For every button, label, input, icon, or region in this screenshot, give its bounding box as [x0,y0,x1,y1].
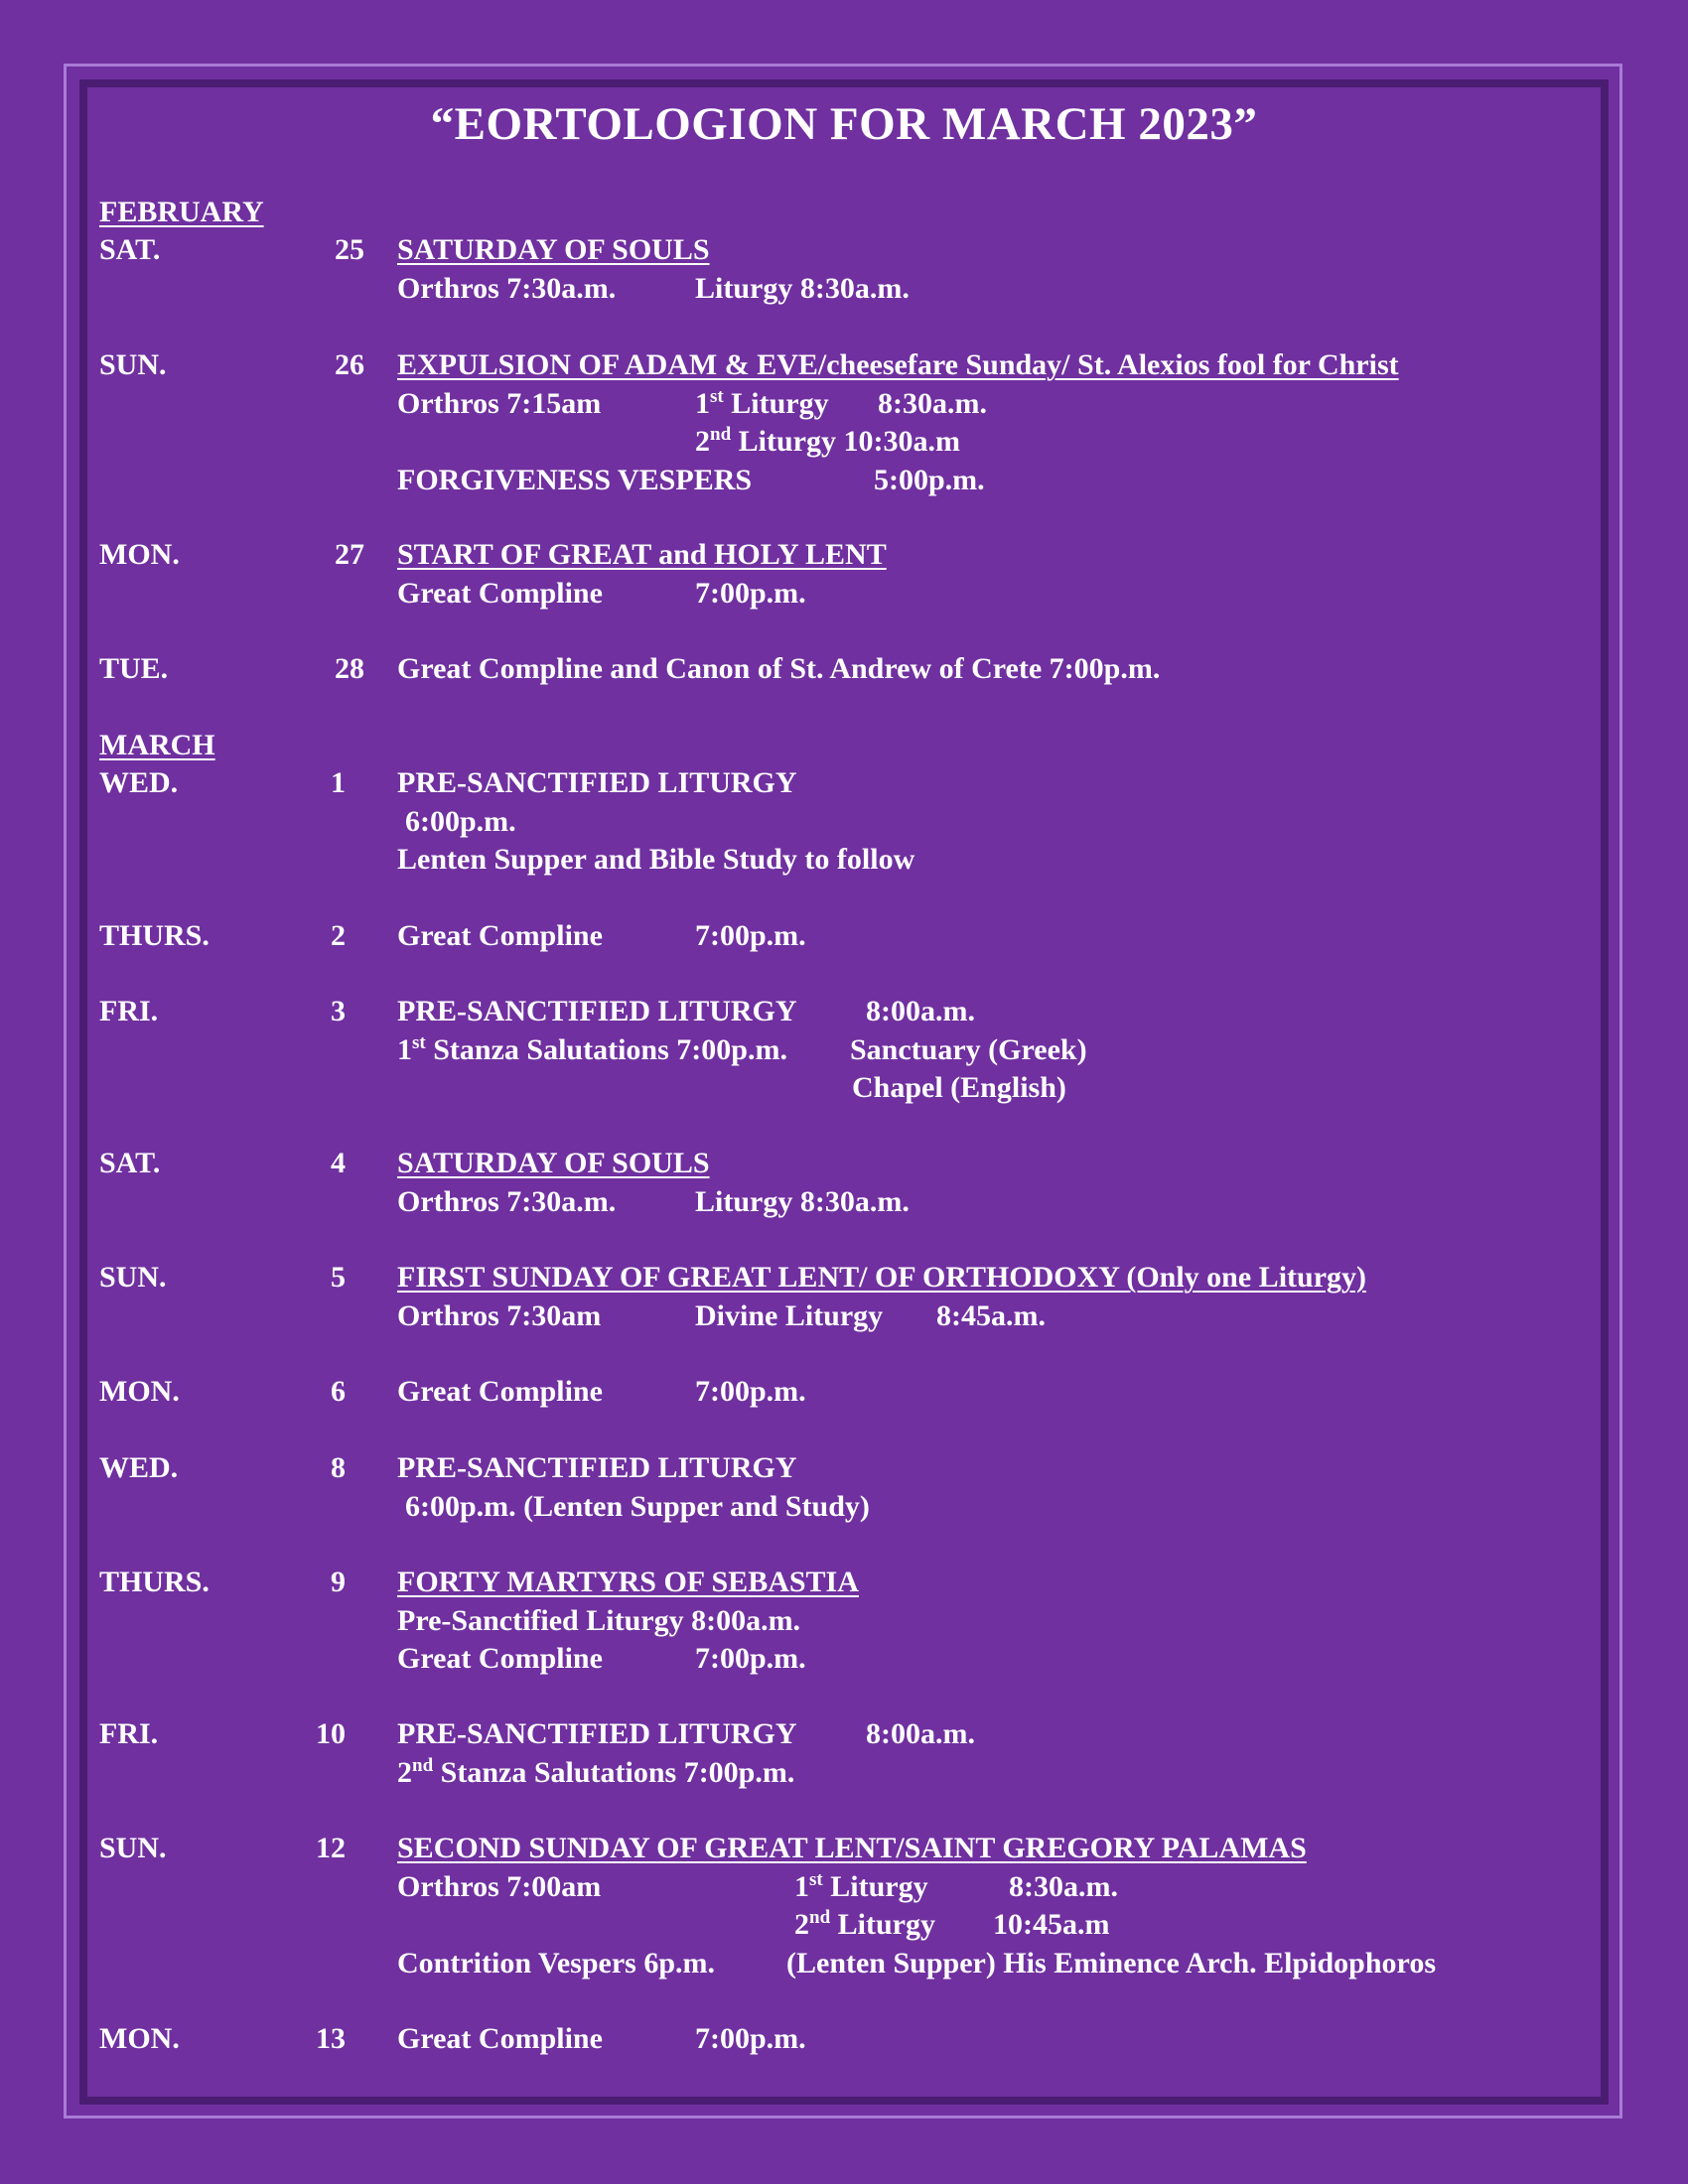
entry-heading: EXPULSION OF ADAM & EVE/cheesefare Sunday/ St. Alexios fool for Christ [397,348,1399,381]
service-time: 8:00a.m. [866,995,975,1027]
entry-date: 12 [316,1832,346,1864]
service-compline-time: 7:00p.m. [695,577,806,610]
service-compline: Great Compline [397,2022,603,2055]
entry-date: 3 [331,995,346,1027]
entry-day: TUE. [99,652,169,685]
entry-text: PRE-SANCTIFIED LITURGY [397,1717,797,1750]
entry-heading: SATURDAY OF SOULS [397,1147,710,1179]
service-compline: Great Compline [397,919,603,952]
service-compline: Great Compline [397,577,603,610]
month-heading-february: FEBRUARY [99,196,264,228]
entry-date: 9 [331,1566,346,1598]
entry-day: SUN. [99,348,167,381]
entry-day: WED. [99,1451,179,1484]
entry-day: WED. [99,766,179,799]
entry-text: PRE-SANCTIFIED LITURGY [397,1451,797,1484]
entry-heading: FORTY MARTYRS OF SEBASTIA [397,1566,859,1598]
entry-text: Great Compline and Canon of St. Andrew of Crete 7:00p.m. [397,652,1161,685]
service-first-liturgy-time: 8:30a.m. [1009,1870,1118,1903]
entry-heading: SATURDAY OF SOULS [397,233,710,266]
month-heading-march: MARCH [99,729,215,761]
entry-date: 8 [331,1451,346,1484]
service-first-liturgy: 1st Liturgy [794,1869,928,1903]
inner-border [79,79,1609,2105]
entry-heading: START OF GREAT and HOLY LENT [397,538,887,571]
service-note: Lenten Supper and Bible Study to follow [397,843,915,876]
entry-date: 10 [316,1717,346,1750]
service-salutations: 2nd Stanza Salutations 7:00p.m. [397,1755,795,1789]
service-location-greek: Sanctuary (Greek) [850,1033,1087,1066]
service-orthros: Orthros 7:15am [397,387,602,420]
service-vespers-time: 5:00p.m. [874,464,985,496]
entry-day: FRI. [99,995,159,1027]
service-presanctified: Pre-Sanctified Liturgy 8:00a.m. [397,1604,801,1637]
service-vespers-note: (Lenten Supper) His Eminence Arch. Elpidophoros [786,1947,1436,1979]
service-salutations: 1st Stanza Salutations 7:00p.m. [397,1032,787,1066]
page-title: “EORTOLOGION FOR MARCH 2023” [430,98,1258,150]
service-compline: Great Compline [397,1642,603,1675]
service-compline-time: 7:00p.m. [695,1642,806,1675]
service-liturgy: Divine Liturgy [695,1299,884,1332]
service-second-liturgy: 2nd Liturgy [794,1907,935,1941]
service-compline-time: 7:00p.m. [695,1375,806,1408]
service-vespers: FORGIVENESS VESPERS [397,464,753,496]
entry-heading: SECOND SUNDAY OF GREAT LENT/SAINT GREGORY PALAMAS [397,1832,1307,1864]
entry-day: MON. [99,538,180,571]
service-compline-time: 7:00p.m. [695,2022,806,2055]
service-first-liturgy-time: 8:30a.m. [878,387,987,420]
service-liturgy: Liturgy 8:30a.m. [695,272,910,305]
service-orthros: Orthros 7:00am [397,1870,602,1903]
entry-date: 28 [335,652,364,685]
service-time: 6:00p.m. [405,805,516,838]
service-orthros: Orthros 7:30a.m. [397,1185,617,1218]
service-location-english: Chapel (English) [852,1071,1066,1104]
service-first-liturgy: 1st Liturgy [695,386,829,420]
entry-date: 25 [335,233,364,266]
entry-date: 27 [335,538,364,571]
entry-day: SUN. [99,1261,167,1294]
service-vespers: Contrition Vespers 6p.m. [397,1947,716,1979]
entry-date: 6 [331,1375,346,1408]
entry-date: 13 [316,2022,346,2055]
entry-date: 5 [331,1261,346,1294]
service-second-liturgy-time: 10:45a.m [993,1908,1110,1941]
entry-day: SAT. [99,233,161,266]
entry-heading: FIRST SUNDAY OF GREAT LENT/ OF ORTHODOXY (Only one Liturgy) [397,1261,1367,1294]
entry-text: PRE-SANCTIFIED LITURGY [397,995,797,1027]
service-compline: Great Compline [397,1375,603,1408]
entry-date: 1 [331,766,346,799]
service-compline-time: 7:00p.m. [695,919,806,952]
entry-day: SAT. [99,1147,161,1179]
entry-day: FRI. [99,1717,159,1750]
service-orthros: Orthros 7:30a.m. [397,272,617,305]
entry-day: MON. [99,1375,180,1408]
service-second-liturgy: 2nd Liturgy 10:30a.m [695,424,960,458]
service-liturgy-time: 8:45a.m. [936,1299,1046,1332]
service-orthros: Orthros 7:30am [397,1299,602,1332]
entry-date: 26 [335,348,364,381]
service-time: 8:00a.m. [866,1717,975,1750]
entry-day: SUN. [99,1832,167,1864]
entry-date: 4 [331,1147,346,1179]
service-liturgy: Liturgy 8:30a.m. [695,1185,910,1218]
entry-day: THURS. [99,1566,210,1598]
entry-text: PRE-SANCTIFIED LITURGY [397,766,797,799]
entry-day: THURS. [99,919,210,952]
service-time: 6:00p.m. (Lenten Supper and Study) [405,1490,870,1523]
entry-date: 2 [331,919,346,952]
entry-day: MON. [99,2022,180,2055]
